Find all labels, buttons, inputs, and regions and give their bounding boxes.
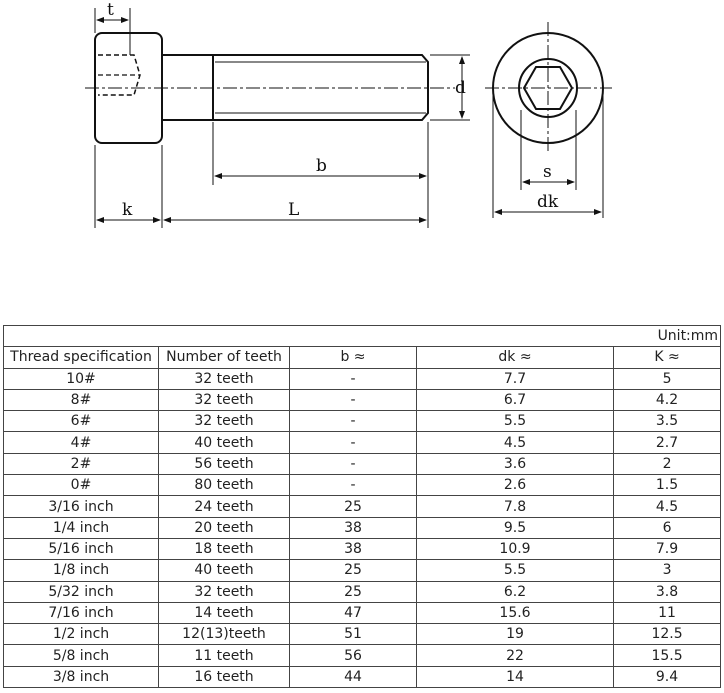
cell-thread: 1/4 inch [4,517,159,538]
cell-b: - [290,453,417,474]
cell-thread: 2# [4,453,159,474]
cell-b: 25 [290,496,417,517]
spec-table [3,325,721,688]
bolt-dimension-drawing [0,0,724,250]
header-k: K ≈ [614,347,721,368]
cell-dk: 7.8 [417,496,614,517]
cell-b: - [290,411,417,432]
cell-thread: 7/16 inch [4,602,159,623]
cell-k: 4.5 [614,496,721,517]
cell-teeth: 16 teeth [159,666,290,687]
cell-k: 7.9 [614,538,721,559]
cell-b: 56 [290,645,417,666]
cell-b: - [290,368,417,389]
cell-b: 25 [290,581,417,602]
cell-thread: 8# [4,389,159,410]
cell-teeth: 32 teeth [159,581,290,602]
cell-teeth: 11 teeth [159,645,290,666]
table-row [4,475,721,496]
cell-thread: 3/8 inch [4,666,159,687]
cell-thread: 5/8 inch [4,645,159,666]
table-row [4,453,721,474]
cell-dk: 4.5 [417,432,614,453]
cell-k: 3.8 [614,581,721,602]
table-row [4,666,721,687]
cell-k: 11 [614,602,721,623]
cell-dk: 5.5 [417,560,614,581]
cell-dk: 7.7 [417,368,614,389]
cell-b: - [290,432,417,453]
table-row [4,411,721,432]
table-row [4,538,721,559]
dim-label-d: d [455,78,466,98]
table-row [4,581,721,602]
cell-b: 38 [290,538,417,559]
cell-teeth: 14 teeth [159,602,290,623]
dim-label-L: L [288,200,300,220]
cell-dk: 9.5 [417,517,614,538]
cell-dk: 6.2 [417,581,614,602]
table-row [4,602,721,623]
cell-teeth: 18 teeth [159,538,290,559]
header-row [4,347,721,368]
table-row [4,560,721,581]
cell-dk: 6.7 [417,389,614,410]
dim-label-b: b [316,156,327,176]
unit-row [4,326,721,347]
cell-k: 3.5 [614,411,721,432]
cell-b: 44 [290,666,417,687]
bolt-head [95,33,162,143]
table-row [4,645,721,666]
cell-k: 2 [614,453,721,474]
cell-k: 9.4 [614,666,721,687]
cell-dk: 14 [417,666,614,687]
cell-teeth: 56 teeth [159,453,290,474]
cell-thread: 10# [4,368,159,389]
cell-dk: 10.9 [417,538,614,559]
cell-k: 3 [614,560,721,581]
cell-k: 15.5 [614,645,721,666]
header-thread: Thread specification [4,347,159,368]
header-b: b ≈ [290,347,417,368]
cell-teeth: 40 teeth [159,432,290,453]
cell-thread: 1/2 inch [4,624,159,645]
cell-b: - [290,475,417,496]
cell-b: 51 [290,624,417,645]
cell-teeth: 24 teeth [159,496,290,517]
cell-teeth: 20 teeth [159,517,290,538]
header-dk: dk ≈ [417,347,614,368]
cell-thread: 1/8 inch [4,560,159,581]
table-row [4,624,721,645]
cell-dk: 2.6 [417,475,614,496]
table-row [4,496,721,517]
cell-thread: 6# [4,411,159,432]
table-row [4,368,721,389]
cell-k: 12.5 [614,624,721,645]
cell-teeth: 80 teeth [159,475,290,496]
cell-k: 2.7 [614,432,721,453]
cell-dk: 3.6 [417,453,614,474]
table-row [4,517,721,538]
dim-label-dk: dk [537,192,559,212]
cell-k: 1.5 [614,475,721,496]
cell-teeth: 32 teeth [159,368,290,389]
cell-b: - [290,389,417,410]
cell-thread: 0# [4,475,159,496]
cell-teeth: 40 teeth [159,560,290,581]
dim-label-s: s [543,162,552,182]
cell-teeth: 32 teeth [159,389,290,410]
cell-teeth: 12(13)teeth [159,624,290,645]
header-teeth: Number of teeth [159,347,290,368]
unit-label: Unit:mm [4,326,721,347]
cell-thread: 5/16 inch [4,538,159,559]
cell-b: 38 [290,517,417,538]
dim-label-t: t [107,0,114,20]
cell-dk: 19 [417,624,614,645]
cell-teeth: 32 teeth [159,411,290,432]
cell-k: 5 [614,368,721,389]
cell-k: 6 [614,517,721,538]
cell-dk: 5.5 [417,411,614,432]
table-row [4,432,721,453]
cell-b: 25 [290,560,417,581]
cell-dk: 22 [417,645,614,666]
dim-label-k: k [122,200,133,220]
cell-thread: 4# [4,432,159,453]
cell-b: 47 [290,602,417,623]
cell-k: 4.2 [614,389,721,410]
table-row [4,389,721,410]
cell-dk: 15.6 [417,602,614,623]
cell-thread: 3/16 inch [4,496,159,517]
cell-thread: 5/32 inch [4,581,159,602]
